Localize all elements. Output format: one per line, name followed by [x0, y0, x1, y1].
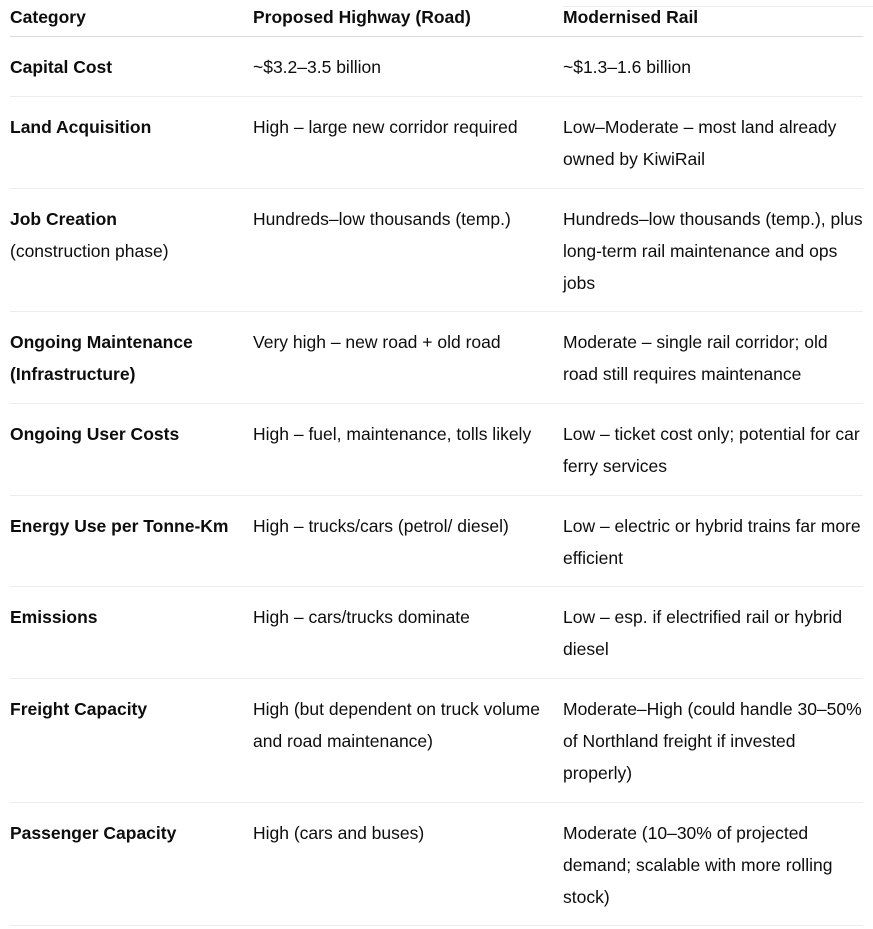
row-road-value: High – trucks/cars (petrol/ diesel) — [253, 516, 509, 536]
row-rail-value: Low–Moderate – most land already owned by KiwiRail — [563, 117, 837, 169]
row-road-value: High (but dependent on truck volume and road maintenance) — [253, 699, 540, 751]
row-rail-value: Moderate (10–30% of projected demand; scalable with more rolling stock) — [563, 823, 833, 907]
row-rail-value: ~$1.3–1.6 billion — [563, 57, 691, 77]
row-category: Freight Capacity — [10, 699, 148, 719]
row-category: Ongoing Maintenance (Infrastructure) — [10, 332, 193, 384]
comparison-table — [10, 0, 863, 926]
row-road-value: High – large new corridor required — [253, 117, 518, 137]
table-header-row — [10, 0, 863, 37]
row-rail-value: Moderate–High (could handle 30–50% of Northland freight if invested properly) — [563, 699, 862, 783]
row-category-subtitle: (construction phase) — [10, 241, 169, 261]
row-rail-value: Low – ticket cost only; potential for car ferry services — [563, 424, 860, 476]
table-row — [10, 312, 863, 404]
header-road: Proposed Highway (Road) — [253, 7, 471, 27]
row-rail-value: Low – esp. if electrified rail or hybrid diesel — [563, 607, 843, 659]
row-road-value: High (cars and buses) — [253, 823, 425, 843]
row-category: Energy Use per Tonne-Km — [10, 516, 229, 536]
table-row — [10, 803, 863, 926]
row-rail-value: Moderate – single rail corridor; old road still requires maintenance — [563, 332, 828, 384]
row-category: Ongoing User Costs — [10, 424, 180, 444]
row-category: Job Creation — [10, 209, 117, 229]
table-row — [10, 679, 863, 803]
table-row — [10, 496, 863, 587]
table-row — [10, 97, 863, 189]
row-rail-value: Hundreds–low thousands (temp.), plus long-term rail maintenance and ops jobs — [563, 209, 863, 293]
row-road-value: High – cars/trucks dominate — [253, 607, 470, 627]
row-category: Passenger Capacity — [10, 823, 177, 843]
row-rail-value: Low – electric or hybrid trains far more efficient — [563, 516, 861, 568]
row-category-cell — [10, 189, 253, 311]
row-category: Land Acquisition — [10, 117, 152, 137]
row-road-value: High – fuel, maintenance, tolls likely — [253, 424, 532, 444]
row-category: Emissions — [10, 607, 98, 627]
row-road-value: Hundreds–low thousands (temp.) — [253, 209, 511, 229]
row-category: Capital Cost — [10, 57, 113, 77]
table-row — [10, 189, 863, 312]
row-road-value: Very high – new road + old road — [253, 332, 501, 352]
table-row — [10, 37, 863, 97]
table-row — [10, 404, 863, 496]
header-rail: Modernised Rail — [563, 7, 699, 27]
table-row — [10, 587, 863, 679]
row-road-value: ~$3.2–3.5 billion — [253, 57, 381, 77]
header-category: Category — [10, 7, 86, 27]
